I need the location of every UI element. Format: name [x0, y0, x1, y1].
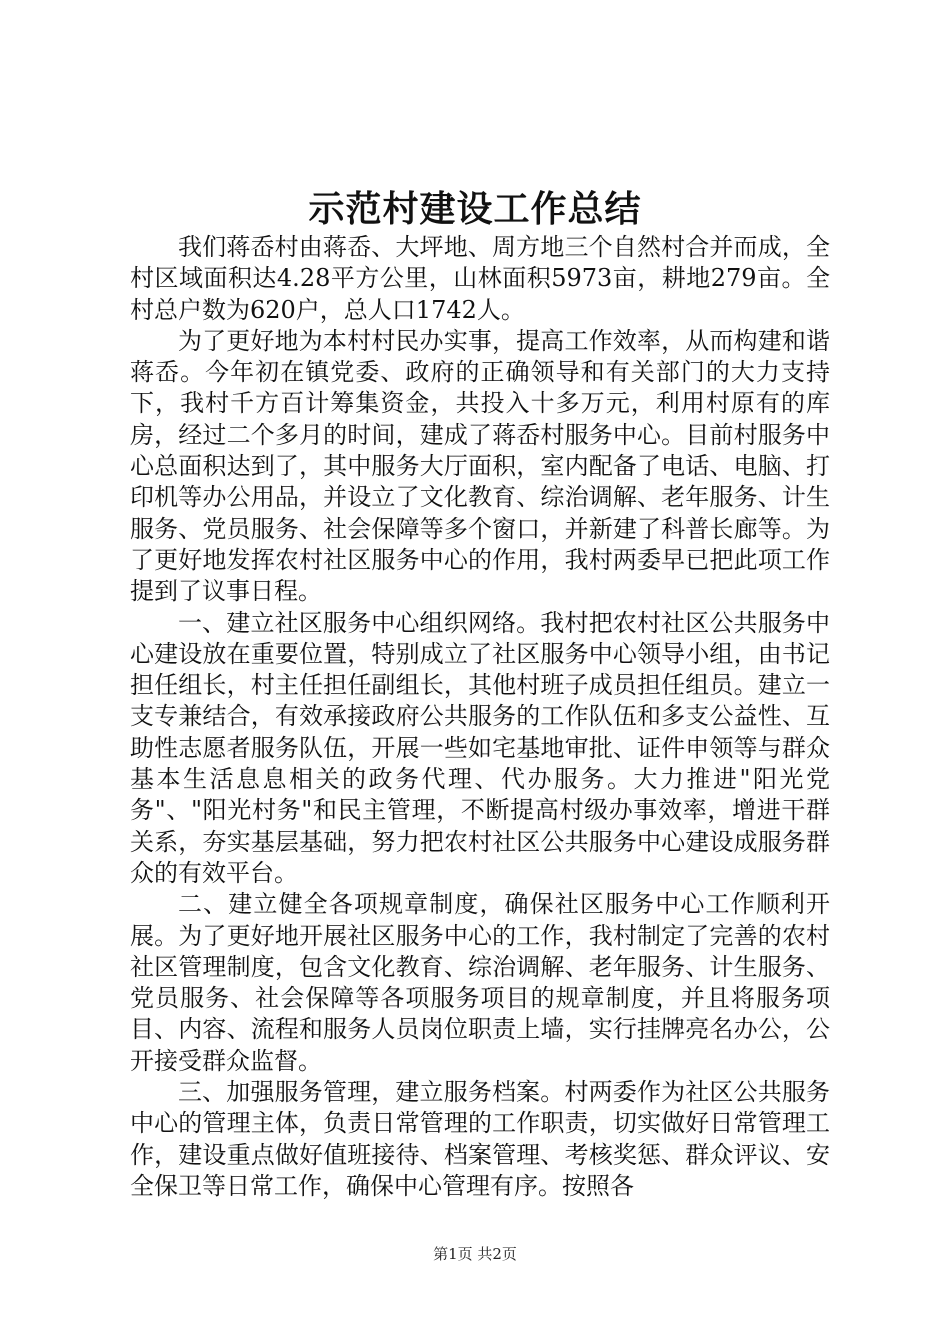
paragraph-organization-network: 一、建立社区服务中心组织网络。我村把农村社区公共服务中心建设放在重要位置，特别成立了社区服务中心领导小组，由书记担任组长，村主任担任副组长，其他村班子成员担任组员。建立一支专兼结合，有效承接政府公共服务的工作队伍和多支公益性、互助性志愿者服务队伍，开展一些如宅基地审批、证件申领等与群众基本生活息息相关的政务代理、代办服务。大力推进"阳光党务"、"阳光村务"和民主管理，不断提高村级办事效率，增进干群关系，夯实基层基础，努力把农村社区公共服务中心建设成服务群众的有效平台。 [130, 608, 830, 887]
page-title: 示范村建设工作总结 [308, 188, 642, 230]
paragraph-service-center: 为了更好地为本村村民办实事，提高工作效率，从而构建和谐蒋岙。今年初在镇党委、政府的正确领导和有关部门的大力支持下，我村千方百计筹集资金，共投入十多万元，利用村原有的库房，经过二个多月的时间，建成了蒋岙村服务中心。目前村服务中心总面积达到了，其中服务大厅面积，室内配备了电话、电脑、打印机等办公用品，并设立了文化教育、综治调解、老年服务、计生服务、党员服务、社会保障等多个窗口，并新建了科普长廊等。为了更好地发挥农村社区服务中心的作用，我村两委早已把此项工作提到了议事日程。 [130, 326, 830, 606]
page-number-footer: 第1页 共2页 [433, 1245, 517, 1263]
paragraph-service-management: 三、加强服务管理，建立服务档案。村两委作为社区公共服务中心的管理主体，负责日常管理的工作职责，切实做好日常管理工作，建设重点做好值班接待、档案管理、考核奖惩、群众评议、安全保卫等日常工作，确保中心管理有序。按照各 [130, 1078, 830, 1200]
paragraph-rules-system: 二、建立健全各项规章制度，确保社区服务中心工作顺利开展。为了更好地开展社区服务中心的工作，我村制定了完善的农村社区管理制度，包含文化教育、综治调解、老年服务、计生服务、党员服务、社会保障等各项服务项目的规章制度，并且将服务项目、内容、流程和服务人员岗位职责上墙，实行挂牌亮名办公，公开接受群众监督。 [130, 890, 830, 1075]
document-body [130, 232, 830, 1202]
paragraph-village-overview: 我们蒋岙村由蒋岙、大坪地、周方地三个自然村合并而成，全村区域面积达4.28平方公里，山林面积5973亩，耕地279亩。全村总户数为620户，总人口1742人。 [130, 233, 830, 324]
